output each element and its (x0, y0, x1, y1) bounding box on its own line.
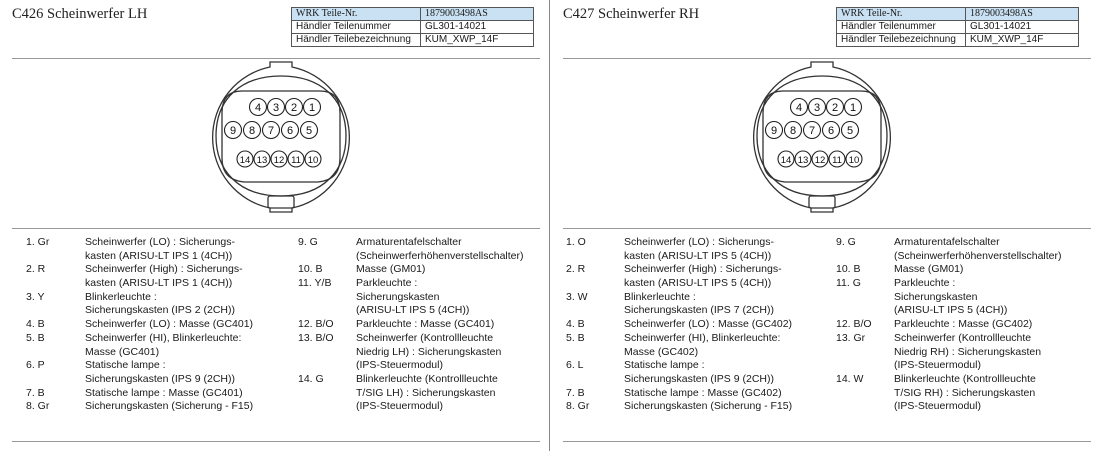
pin-description-line: (Scheinwerferhöhenverstellschalter) (356, 249, 524, 262)
pin-description-line: Sicherungskasten (IPS 9 (2CH)) (85, 372, 235, 385)
pin-description (85, 400, 253, 414)
pin-number: 3. Y (26, 290, 45, 303)
connector-pin-10 (846, 151, 862, 167)
pin-description-line: Scheinwerfer (High) : Sicherungs- (85, 263, 243, 276)
pin-description-line: Sicherungskasten (IPS 2 (2CH)) (85, 304, 235, 317)
svg-text:5: 5 (846, 125, 854, 137)
pin-number: 1. O (566, 236, 586, 248)
parts-row-wrk: WRK Teile-Nr. 1879003498AS (292, 8, 534, 21)
parts-row-dealer-number: Händler Teilenummer GL301-14021 (292, 21, 534, 34)
pin-description-line: Scheinwerfer (HI), Blinkerleuchte: (624, 331, 781, 344)
pin-description-line: Blinkerleuchte (Kontrollleuchte (894, 373, 1036, 385)
connector-pin-3 (268, 99, 285, 116)
connector-pin-7 (263, 122, 280, 139)
pin-description-line: Sicherungskasten (356, 290, 440, 303)
svg-text:10: 10 (307, 155, 319, 166)
connector-pin-10 (305, 151, 321, 167)
parts-row-dealer-name: Händler Teilebezeichnung KUM_XWP_14F (837, 34, 1079, 47)
connector-svg (200, 58, 362, 218)
pin-number: 11. G (836, 277, 861, 290)
connector-svg (741, 58, 903, 218)
connector-pin-9 (225, 122, 242, 139)
pin-number: 5. B (566, 331, 585, 344)
pin-description (85, 291, 235, 318)
svg-text:7: 7 (267, 125, 275, 137)
pin-description (356, 236, 524, 263)
pin-description-line: Statische lampe : Masse (GC402) (624, 386, 782, 399)
pin-number: 2. R (566, 263, 586, 276)
pin-description-line: Statische lampe : (85, 359, 166, 372)
connector-pin-12 (271, 151, 287, 167)
svg-text:1: 1 (849, 102, 857, 114)
connector-pin-12 (812, 151, 828, 167)
connector-pin-2 (286, 99, 303, 116)
svg-text:1: 1 (308, 102, 316, 114)
connector-pin-14 (778, 151, 794, 167)
pin-description-line: kasten (ARISU-LT IPS 5 (4CH)) (624, 277, 772, 290)
svg-text:3: 3 (813, 102, 821, 114)
pin-description (624, 400, 792, 414)
middle-divider (12, 228, 540, 229)
connector-pin-1 (845, 99, 862, 116)
pin-description (624, 236, 774, 263)
pin-description (624, 318, 792, 332)
pin-number: 9. G (298, 236, 318, 248)
connector-pin-5 (301, 122, 318, 139)
pin-description-line: Blinkerleuchte : (85, 290, 157, 303)
pin-description-line: Parkleuchte : (894, 277, 956, 290)
parts-info-table (291, 7, 534, 47)
pin-description-line: Armaturentafelschalter (894, 236, 1000, 248)
connector-pin-2 (827, 99, 844, 116)
pin-description-line: (IPS-Steuermodul) (356, 359, 443, 372)
connector-pin-11 (288, 151, 304, 167)
connector-pin-9 (766, 122, 783, 139)
pin-number: 8. Gr (566, 400, 590, 413)
connector-pin-7 (804, 122, 821, 139)
svg-text:9: 9 (229, 125, 237, 137)
pin-description-line: Sicherungskasten (IPS 7 (2CH)) (624, 304, 774, 317)
pin-description (624, 291, 774, 318)
pin-number: 1. Gr (26, 236, 50, 248)
connector-pin-13 (795, 151, 811, 167)
pin-description-line: Parkleuchte : (356, 277, 418, 290)
connector-pin-13 (254, 151, 270, 167)
connector-face-diagram (741, 58, 903, 218)
pin-description-line: kasten (ARISU-LT IPS 1 (4CH)) (85, 277, 233, 290)
bottom-divider (563, 441, 1091, 442)
svg-text:5: 5 (305, 125, 313, 137)
pin-description-line: Blinkerleuchte (Kontrollleuchte (356, 373, 498, 385)
pin-description-line: (ARISU-LT IPS 5 (4CH)) (356, 304, 470, 317)
connector-pin-3 (809, 99, 826, 116)
svg-text:8: 8 (789, 125, 797, 137)
pin-number: 12. B/O (298, 318, 334, 331)
pin-description-line: Masse (GM01) (356, 263, 426, 276)
pin-number: 7. B (566, 386, 585, 399)
pin-description (356, 318, 494, 332)
pin-description-line: Parkleuchte : Masse (GC402) (894, 318, 1033, 331)
pin-description (85, 263, 243, 290)
connector-pin-6 (823, 122, 840, 139)
pin-description-line: kasten (ARISU-LT IPS 5 (4CH)) (624, 249, 772, 262)
pin-description-line: Sicherungskasten (894, 290, 978, 303)
pin-number: 9. G (836, 236, 856, 248)
pin-description (356, 263, 425, 277)
pin-description-line: Niedrig RH) : Sicherungskasten (894, 345, 1042, 358)
pin-description (85, 318, 253, 332)
svg-text:11: 11 (291, 155, 301, 166)
pin-description-line: Masse (GC402) (624, 345, 699, 358)
pin-number: 4. B (566, 318, 585, 331)
parts-row-dealer-name: Händler Teilebezeichnung KUM_XWP_14F (292, 34, 534, 47)
pin-description-line: Blinkerleuchte : (624, 290, 696, 303)
pin-description (624, 359, 774, 386)
pin-description-line: (IPS-Steuermodul) (894, 400, 981, 413)
pin-description-line: Scheinwerfer (Kontrollleuchte (356, 331, 494, 344)
pin-number: 2. R (26, 263, 46, 276)
connector-latch (268, 196, 294, 208)
svg-text:12: 12 (273, 155, 285, 166)
svg-text:13: 13 (797, 155, 809, 166)
connector-pin-1 (304, 99, 321, 116)
pin-description-line: Scheinwerfer (High) : Sicherungs- (624, 263, 782, 276)
pin-description-line: Scheinwerfer (LO) : Sicherungs- (85, 236, 235, 248)
pin-description-line: kasten (ARISU-LT IPS 1 (4CH)) (85, 249, 233, 262)
pin-number: 10. B (836, 263, 861, 276)
pin-description-line: Parkleuchte : Masse (GC401) (356, 318, 495, 331)
pin-description-line: Sicherungskasten (Sicherung - F15) (85, 400, 254, 413)
pin-description-line: Scheinwerfer (HI), Blinkerleuchte: (85, 331, 242, 344)
pin-description-line: Statische lampe : Masse (GC401) (85, 386, 243, 399)
pin-description (624, 387, 782, 401)
svg-text:4: 4 (795, 102, 803, 114)
pin-description-line: Scheinwerfer (LO) : Masse (GC402) (624, 318, 793, 331)
pin-number: 3. W (566, 290, 588, 303)
pin-description-line: T/SIG LH) : Sicherungskasten (356, 386, 496, 399)
svg-text:7: 7 (808, 125, 816, 137)
connector-face-diagram (200, 58, 362, 218)
pin-number: 14. G (298, 373, 324, 385)
connector-title: C426 Scheinwerfer LH (12, 6, 148, 22)
connector-pin-5 (842, 122, 859, 139)
svg-text:9: 9 (770, 125, 778, 137)
pin-number: 7. B (26, 386, 45, 399)
svg-text:6: 6 (827, 125, 835, 137)
pin-description (894, 373, 1036, 414)
pin-description (894, 236, 1062, 263)
connector-pin-14 (237, 151, 253, 167)
pin-description (85, 387, 243, 401)
svg-text:2: 2 (290, 102, 298, 114)
pin-description-line: (ARISU-LT IPS 5 (4CH)) (894, 304, 1008, 317)
pin-description-line: Scheinwerfer (LO) : Sicherungs- (624, 236, 774, 248)
pin-number: 13. Gr (836, 331, 866, 344)
middle-divider (563, 228, 1091, 229)
svg-text:6: 6 (286, 125, 294, 137)
pin-description (624, 263, 782, 290)
pin-description-line: Sicherungskasten (Sicherung - F15) (624, 400, 793, 413)
pin-description (894, 332, 1041, 373)
svg-text:11: 11 (832, 155, 842, 166)
pin-description-line: (IPS-Steuermodul) (894, 359, 981, 372)
pin-number: 11. Y/B (298, 277, 332, 290)
svg-text:4: 4 (254, 102, 262, 114)
pin-description-line: Masse (GM01) (894, 263, 964, 276)
pin-description (85, 332, 241, 359)
svg-text:14: 14 (239, 155, 251, 166)
pin-description-line: Sicherungskasten (IPS 9 (2CH)) (624, 372, 774, 385)
connector-pin-11 (829, 151, 845, 167)
pin-number: 12. B/O (836, 318, 872, 331)
pin-description (894, 263, 963, 277)
pin-number: 6. L (566, 359, 584, 372)
svg-text:14: 14 (780, 155, 792, 166)
pin-description-line: Armaturentafelschalter (356, 236, 462, 248)
connector-panel-c427 (551, 0, 1102, 451)
connector-pin-4 (791, 99, 808, 116)
pin-number: 6. P (26, 359, 45, 372)
pin-number: 4. B (26, 318, 45, 331)
pin-number: 8. Gr (26, 400, 50, 413)
pin-description (894, 318, 1032, 332)
pin-description (356, 332, 501, 373)
pin-description (85, 359, 235, 386)
svg-text:8: 8 (248, 125, 256, 137)
connector-title: C427 Scheinwerfer RH (563, 6, 700, 22)
pin-description-line: Masse (GC401) (85, 345, 160, 358)
pin-description (356, 277, 469, 318)
pin-description-line: T/SIG RH) : Sicherungskasten (894, 386, 1036, 399)
pin-description (624, 332, 780, 359)
pin-description-line: Scheinwerfer (LO) : Masse (GC401) (85, 318, 254, 331)
svg-text:2: 2 (831, 102, 839, 114)
bottom-divider (12, 441, 540, 442)
pin-description-line: Statische lampe : (624, 359, 705, 372)
pin-description-line: (Scheinwerferhöhenverstellschalter) (894, 249, 1062, 262)
pin-description-line: Scheinwerfer (Kontrollleuchte (894, 331, 1032, 344)
pin-number: 10. B (298, 263, 323, 276)
parts-info-table (836, 7, 1079, 47)
pin-number: 14. W (836, 373, 864, 385)
pin-description-line: (IPS-Steuermodul) (356, 400, 443, 413)
pin-description (894, 277, 1007, 318)
parts-row-dealer-number: Händler Teilenummer GL301-14021 (837, 21, 1079, 34)
svg-text:10: 10 (848, 155, 860, 166)
connector-pin-4 (250, 99, 267, 116)
svg-text:12: 12 (814, 155, 826, 166)
connector-pin-8 (785, 122, 802, 139)
pin-description-line: Niedrig LH) : Sicherungskasten (356, 345, 502, 358)
pin-description (356, 373, 498, 414)
svg-text:3: 3 (272, 102, 280, 114)
pin-description (85, 236, 235, 263)
parts-row-wrk: WRK Teile-Nr. 1879003498AS (837, 8, 1079, 21)
connector-latch (809, 196, 835, 208)
pin-number: 13. B/O (298, 331, 334, 344)
connector-pin-8 (244, 122, 261, 139)
connector-pin-6 (282, 122, 299, 139)
svg-text:13: 13 (256, 155, 268, 166)
pin-number: 5. B (26, 331, 45, 344)
